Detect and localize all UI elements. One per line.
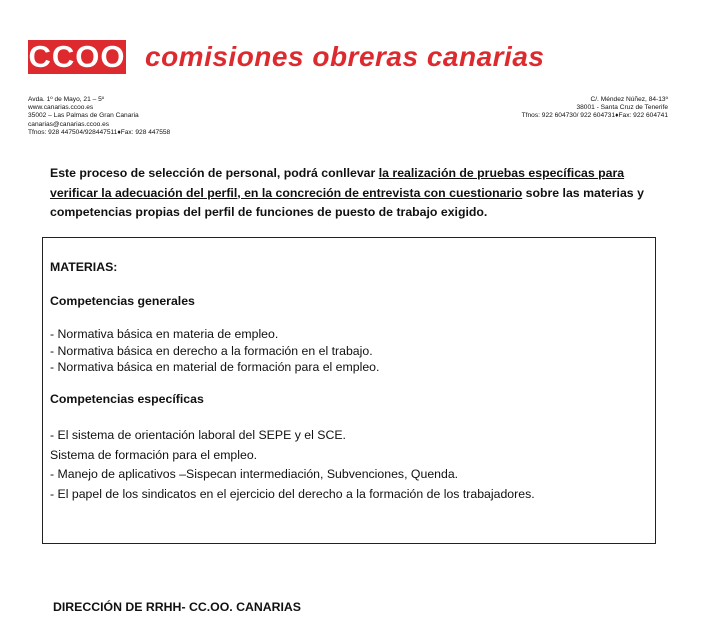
address-line: C/. Méndez Núñez, 84-13º bbox=[590, 96, 668, 103]
address-line: Tfnos: 922 604730/ 922 604731♦Fax: 922 604741 bbox=[521, 112, 668, 120]
address-line: www.canarias.ccoo.es bbox=[28, 104, 94, 112]
list-item: - Normativa básica en materia de empleo. bbox=[50, 327, 279, 341]
intro-paragraph bbox=[50, 164, 660, 223]
list-item: - El papel de los sindicatos en el ejercicio del derecho a la formación de los trabajadores. bbox=[50, 486, 535, 501]
list-item: - El sistema de orientación laboral del SEPE y el SCE. bbox=[50, 428, 346, 442]
ccoo-logo: CCOO bbox=[28, 39, 126, 74]
intro-underlined: la realización de pruebas específicas para verificar la adecuación del perfil, en la concreción de entrevista con cuestionario bbox=[50, 166, 625, 200]
intro-text-1: Este proceso de selección de personal, podrá conllevar bbox=[50, 166, 379, 180]
address-tenerife bbox=[522, 96, 668, 121]
brand-title: comisiones obreras canarias bbox=[145, 41, 545, 72]
address-las-palmas bbox=[28, 96, 170, 137]
list-item: - Normativa básica en derecho a la formación en el trabajo. bbox=[50, 343, 373, 358]
materias-title: MATERIAS: bbox=[50, 260, 118, 274]
address-line: 38001 - Santa Cruz de Tenerife bbox=[576, 104, 668, 112]
footer-signature: DIRECCIÓN DE RRHH- CC.OO. CANARIAS bbox=[53, 600, 301, 614]
address-line: Tfnos: 928 447504/928447511♦Fax: 928 447558 bbox=[28, 128, 171, 136]
list-item: - Manejo de aplicativos –Sispecan intermediación, Subvenciones, Quenda. bbox=[50, 467, 459, 481]
competencias-especificas-title: Competencias específicas bbox=[50, 392, 204, 406]
intro-text-2: sobre las materias y competencias propias del perfil de funciones de puesto de trabajo exigido. bbox=[50, 185, 644, 219]
competencias-generales-list bbox=[50, 326, 379, 376]
address-line: canarias@canarias.ccoo.es bbox=[28, 120, 110, 128]
address-line: 35002 – Las Palmas de Gran Canaria bbox=[28, 112, 139, 120]
address-line: Avda. 1º de Mayo, 21 – 5º bbox=[28, 96, 105, 103]
competencias-especificas-list bbox=[50, 426, 535, 504]
list-item: - Normativa básica en material de formación para el empleo. bbox=[50, 360, 380, 374]
competencias-generales-title: Competencias generales bbox=[50, 294, 195, 308]
list-item: Sistema de formación para el empleo. bbox=[50, 447, 258, 462]
